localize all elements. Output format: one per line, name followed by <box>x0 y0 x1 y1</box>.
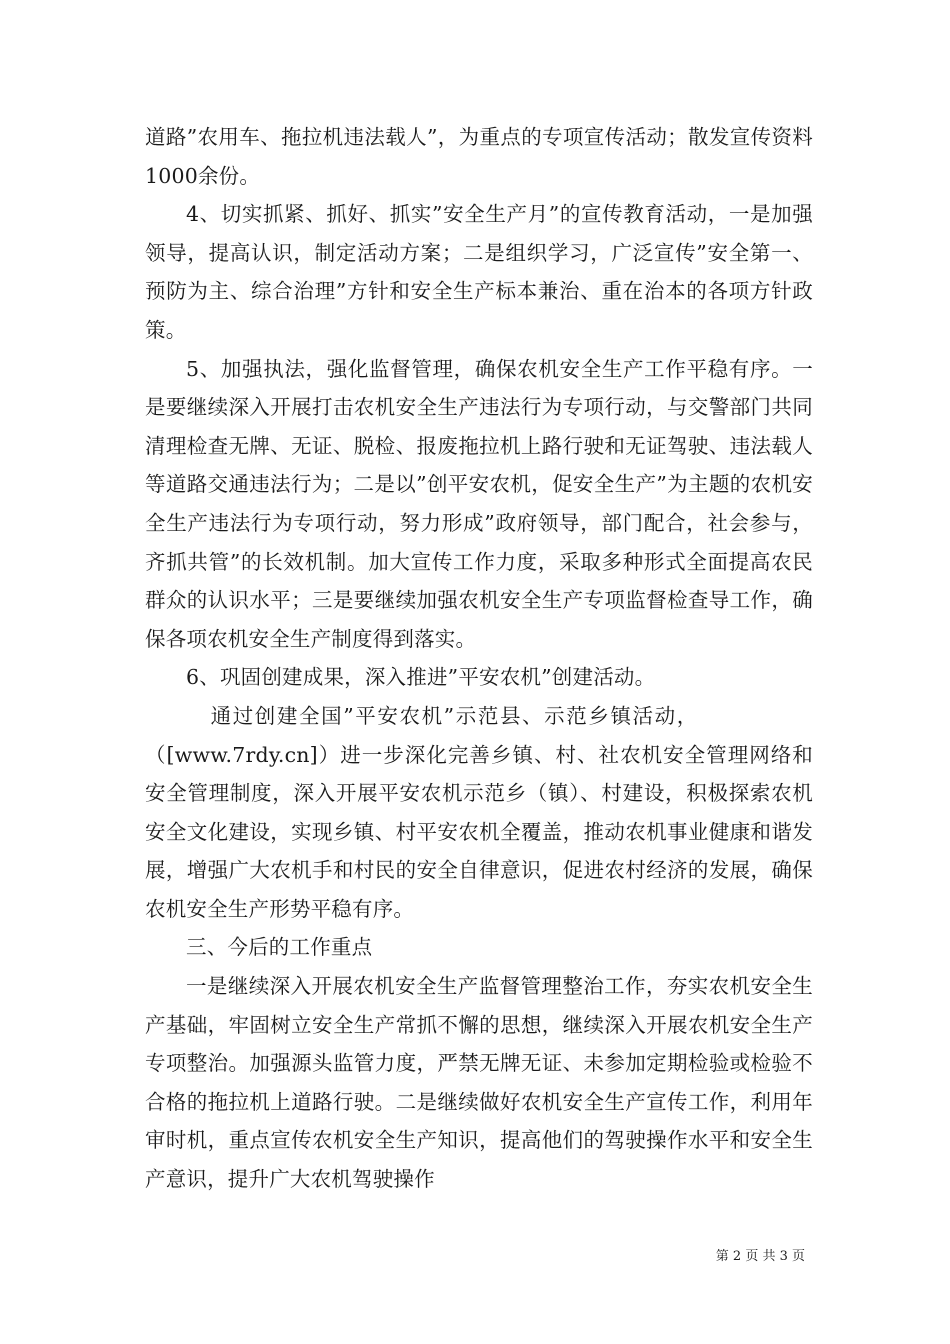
paragraph-campaign-body: （[www.7rdy.cn]）进一步深化完善乡镇、村、社农机安全管理网络和安全管理制度，深入开展平安农机示范乡（镇）、村建设，积极探索农机安全文化建设，实现乡镇、村平安农机全覆盖，推动农机事业健康和谐发展，增强广大农机手和村民的安全自律意识，促进农村经济的发展，确保农机安全生产形势平稳有序。 <box>145 742 813 921</box>
paragraph-item-5: 5、加强执法，强化监督管理，确保农机安全生产工作平稳有序。一是要继续深入开展打击农机安全生产违法行为专项行动，与交警部门共同清理检查无牌、无证、脱检、报废拖拉机上路行驶和无证驾驶、违法载人等道路交通违法行为；二是以”创平安农机，促安全生产”为主题的农机安全生产违法行为专项行动，努力形成”政府领导，部门配合，社会参与，齐抓共管”的长效机制。加大宣传工作力度，采取多种形式全面提高农民群众的认识水平；三是要继续加强农机安全生产专项监督检查导工作，确保各项农机安全生产制度得到落实。 <box>145 356 813 651</box>
paragraph-item-4: 4、切实抓紧、抓好、抓实”安全生产月”的宣传教育活动，一是加强领导，提高认识，制定活动方案；二是组织学习，广泛宣传”安全第一、预防为主、综合治理”方针和安全生产标本兼治、重在治本的各项方针政策。 <box>145 202 813 342</box>
section-heading-future-work: 三、今后的工作重点 <box>186 935 373 960</box>
paragraph-future-work: 一是继续深入开展农机安全生产监督管理整治工作，夯实农机安全生产基础，牢固树立安全生产常抓不懈的思想，继续深入开展农机安全生产专项整治。加强源头监管力度，严禁无牌无证、未参加定期检验或检验不合格的拖拉机上道路行驶。二是继续做好农机安全生产宣传工作，利用年审时机，重点宣传农机安全生产知识，提高他们的驾驶操作水平和安全生产意识，提升广大农机驾驶操作 <box>145 974 813 1192</box>
paragraph-campaign-intro: 通过创建全国”平安农机”示范县、示范乡镇活动， <box>210 703 699 728</box>
paragraph-item-6: 6、巩固创建成果，深入推进”平安农机”创建活动。 <box>186 665 656 690</box>
page-number: 第 2 页 共 3 页 <box>715 1249 805 1264</box>
document-body <box>145 118 813 1199</box>
paragraph-continued: 道路”农用车、拖拉机违法载人”，为重点的专项宣传活动；散发宣传资料1000余份。 <box>145 125 813 188</box>
